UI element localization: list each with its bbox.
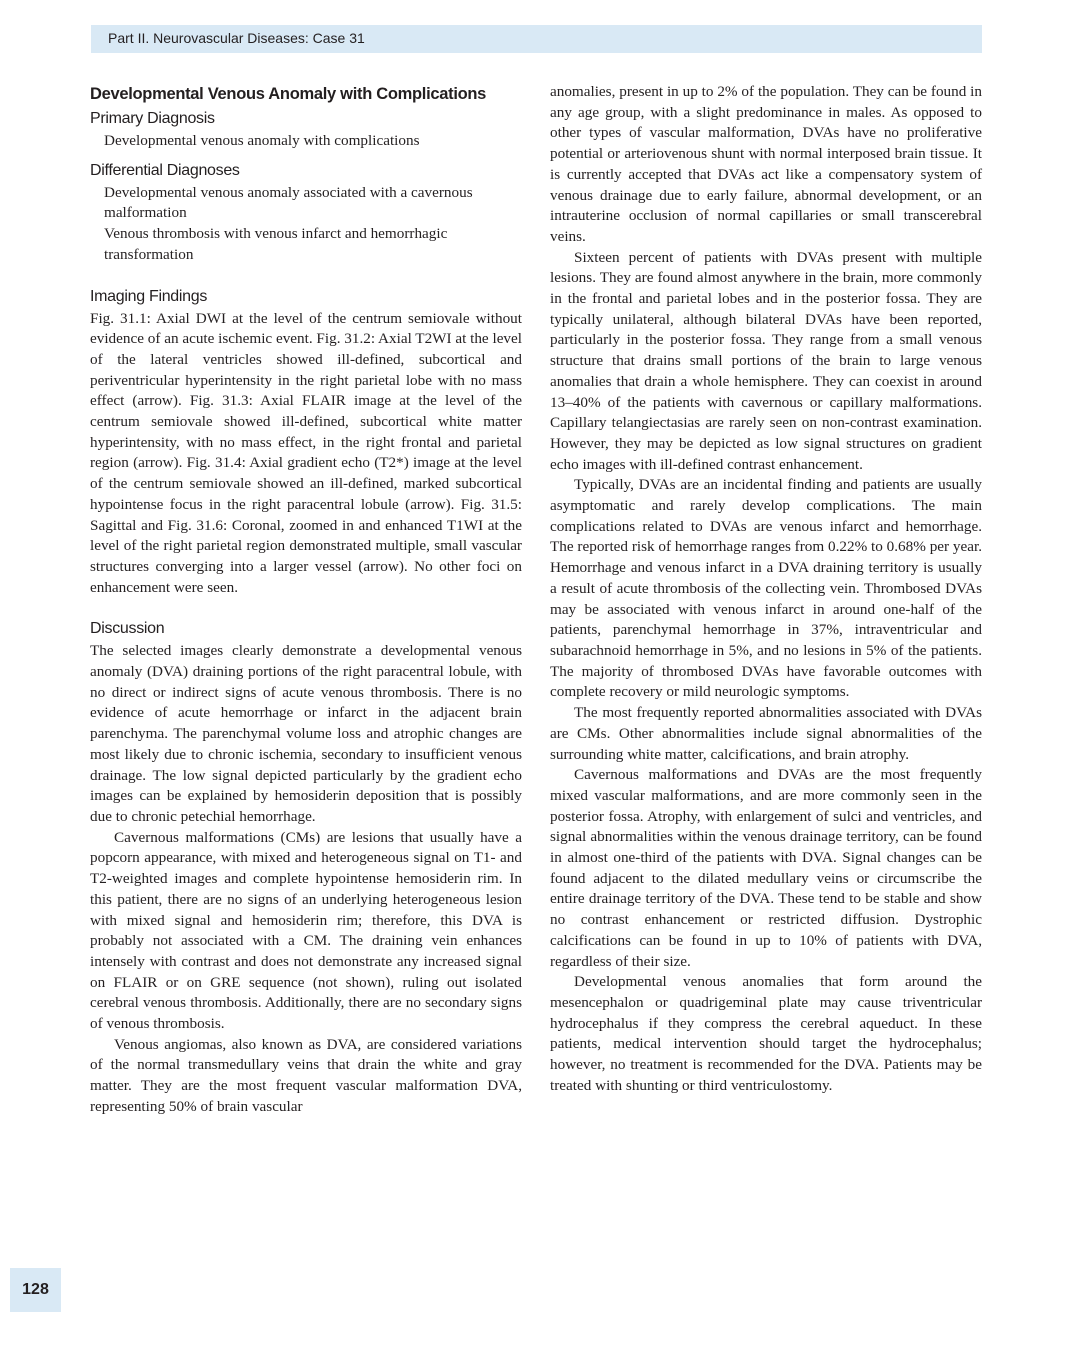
discussion-paragraph: The selected images clearly demonstrate a developmental venous anomaly (DVA) draining portions of the right paracentral lobule, with no direct or indirect signs of acute venous thrombosis. There is no evidence of acute hemorrhage or infarct in the adjacent brain parenchyma. The parenchymal volume loss and atrophic changes are most likely due to chronic ischemia, secondary to insufficient venous drainage. The low signal depicted particularly by the gradient echo images can be explained by hemosiderin deposition that is possibly due to chronic petechial hemorrhage. — [90, 642, 522, 825]
imaging-findings-text: Fig. 31.1: Axial DWI at the level of the centrum semiovale without evidence of an acute ischemic event. Fig. 31.2: Axial T2WI at the level of the lateral ventricles showed ill-defined, subcortical and periventricular hyperintensity in the right parietal lobe with no mass effect (arrow). Fig. 31.3: Axial FLAIR image at the level of the centrum semiovale showed ill-defined, subcortical white matter hyperintensity, with no mass effect, in the right frontal and parietal region (arrow). Fig. 31.4: Axial gradient echo (T2*) image at the level of the centrum semiovale showed an ill-defined, marked subcortical hypointense focus in the right paracentral lobule (arrow). Fig. 31.5: Sagittal and Fig. 31.6: Coronal, zoomed in and enhanced T1WI at the level of the right parietal region demonstrated multiple, small vascular structures converging into a larger vessel (arrow). No other foci on enhancement were seen. — [90, 309, 522, 596]
differential-diagnoses-list — [90, 183, 522, 266]
primary-diagnosis-heading: Primary Diagnosis — [90, 110, 215, 127]
discussion-paragraph: Typically, DVAs are an incidental finding and patients are usually asymptomatic and rarely develop complications. The main complications related to DVAs are venous infarct and hemorrhage. The reported risk of hemorrhage ranges from 0.22% to 0.68% per year. Hemorrhage and venous infarct in a DVA draining territory is usually a result of acute thrombosis of the collecting vein. Thrombosed DVAs may be associated with venous infarct in around one-half of the patients, parenchymal hemorrhage in 37%, intraventricular and subarachnoid hemorrhage in 5%, and no lesions in 5% of the patients. The majority of thrombosed DVAs have favorable outcomes with complete recovery or mild neurologic symptoms. — [550, 476, 982, 701]
discussion-paragraph: Cavernous malformations (CMs) are lesions that usually have a popcorn appearance, with mixed and heterogeneous signal on T1- and T2-weighted images and complete hypointense hemosiderin rim. In this patient, there are no signs of an underlying heterogeneous lesion with mixed signal and hemosiderin rim; therefore, this DVA is probably not associated with a CM. The draining vein enhances intensely with contrast and does not demonstrate any increased signal on FLAIR or on GRE sequence (not shown), ruling out isolated cerebral venous thrombosis. Additionally, there are no secondary signs of venous thrombosis. — [90, 828, 522, 1033]
differential-diagnoses-heading: Differential Diagnoses — [90, 161, 240, 179]
discussion-paragraph: anomalies, present in up to 2% of the population. They can be found in any age group, with a slight predominance in males. As opposed to other types of vascular malformation, DVAs have no proliferative potential or arteriovenous shunt with normal interposed brain tissue. It is currently accepted that DVAs act like a compensatory system of venous drainage due to early failure, abnormal development, or an intrauterine occlusion of normal capillaries or small transcerebral veins. — [550, 83, 982, 245]
page-number: 128 — [22, 1281, 49, 1298]
discussion-paragraph: Venous angiomas, also known as DVA, are considered variations of the normal transmedullary veins that drain the white and gray matter. They are the most frequent vascular malformation DVA, representing 50% of brain vascular — [90, 1035, 522, 1115]
discussion-paragraph: Cavernous malformations and DVAs are the most frequently mixed vascular malformations, and are more commonly seen in the posterior fossa. Atrophy, with enlargement of sulci and ventricles, and signal abnormalities within the venous drainage territory, can be found in almost one-third of the patients with DVA. Signal changes can be found adjacent to the dilated medullary veins or circumscribe the entire drainage territory of the DVA. These tend to be stable and show no contrast enhancement or restricted diffusion. Dystrophic calcifications can be found in up to 10% of patients with DVA, regardless of their size. — [550, 766, 982, 970]
running-title: Part II. Neurovascular Diseases: Case 31 — [108, 30, 365, 46]
discussion-paragraph: Developmental venous anomalies that form around the mesencephalon or quadrigeminal plate may cause triventricular hydrocephalus if they compress the cerebral aqueduct. In these patients, medical intervention should target the hydrocephalus; however, no treatment is recommended for the DVA. Patients may be treated with shunting or third ventriculostomy. — [550, 973, 982, 1094]
article-title: Developmental Venous Anomaly with Complications — [90, 85, 487, 103]
left-column — [90, 82, 522, 1118]
right-column — [550, 82, 982, 1096]
page-number-box — [10, 1268, 61, 1312]
primary-diagnosis-text: Developmental venous anomaly with complications — [104, 132, 420, 149]
discussion-paragraph: Sixteen percent of patients with DVAs present with multiple lesions. They are found almost anywhere in the brain, more commonly in the frontal and parietal lobes and in the posterior fossa. They are typically unilateral, although bilateral DVAs have been reported, particularly in the posterior fossa. They range from a small venous structure that drains small portions of the brain to large venous anomalies that drain a whole hemisphere. They can coexist in around 13–40% of the patients with cavernous or capillary malformations. Capillary telangiectasias are rarely seen on non-contrast examination. However, they may be depicted as low signal structures on gradient echo images with ill-defined contrast enhancement. — [550, 248, 982, 473]
discussion-paragraph: The most frequently reported abnormalities associated with DVAs are CMs. Other abnormalities include signal abnormalities of the surrounding white matter, calcifications, and brain atrophy. — [550, 704, 982, 763]
differential-diagnosis-item: Developmental venous anomaly associated with a cavernous malformation — [104, 183, 473, 222]
running-header — [91, 25, 982, 53]
imaging-findings-heading: Imaging Findings — [90, 287, 208, 305]
discussion-heading: Discussion — [90, 620, 165, 638]
differential-diagnosis-item: Venous thrombosis with venous infarct and hemorrhagic transformation — [104, 225, 448, 263]
